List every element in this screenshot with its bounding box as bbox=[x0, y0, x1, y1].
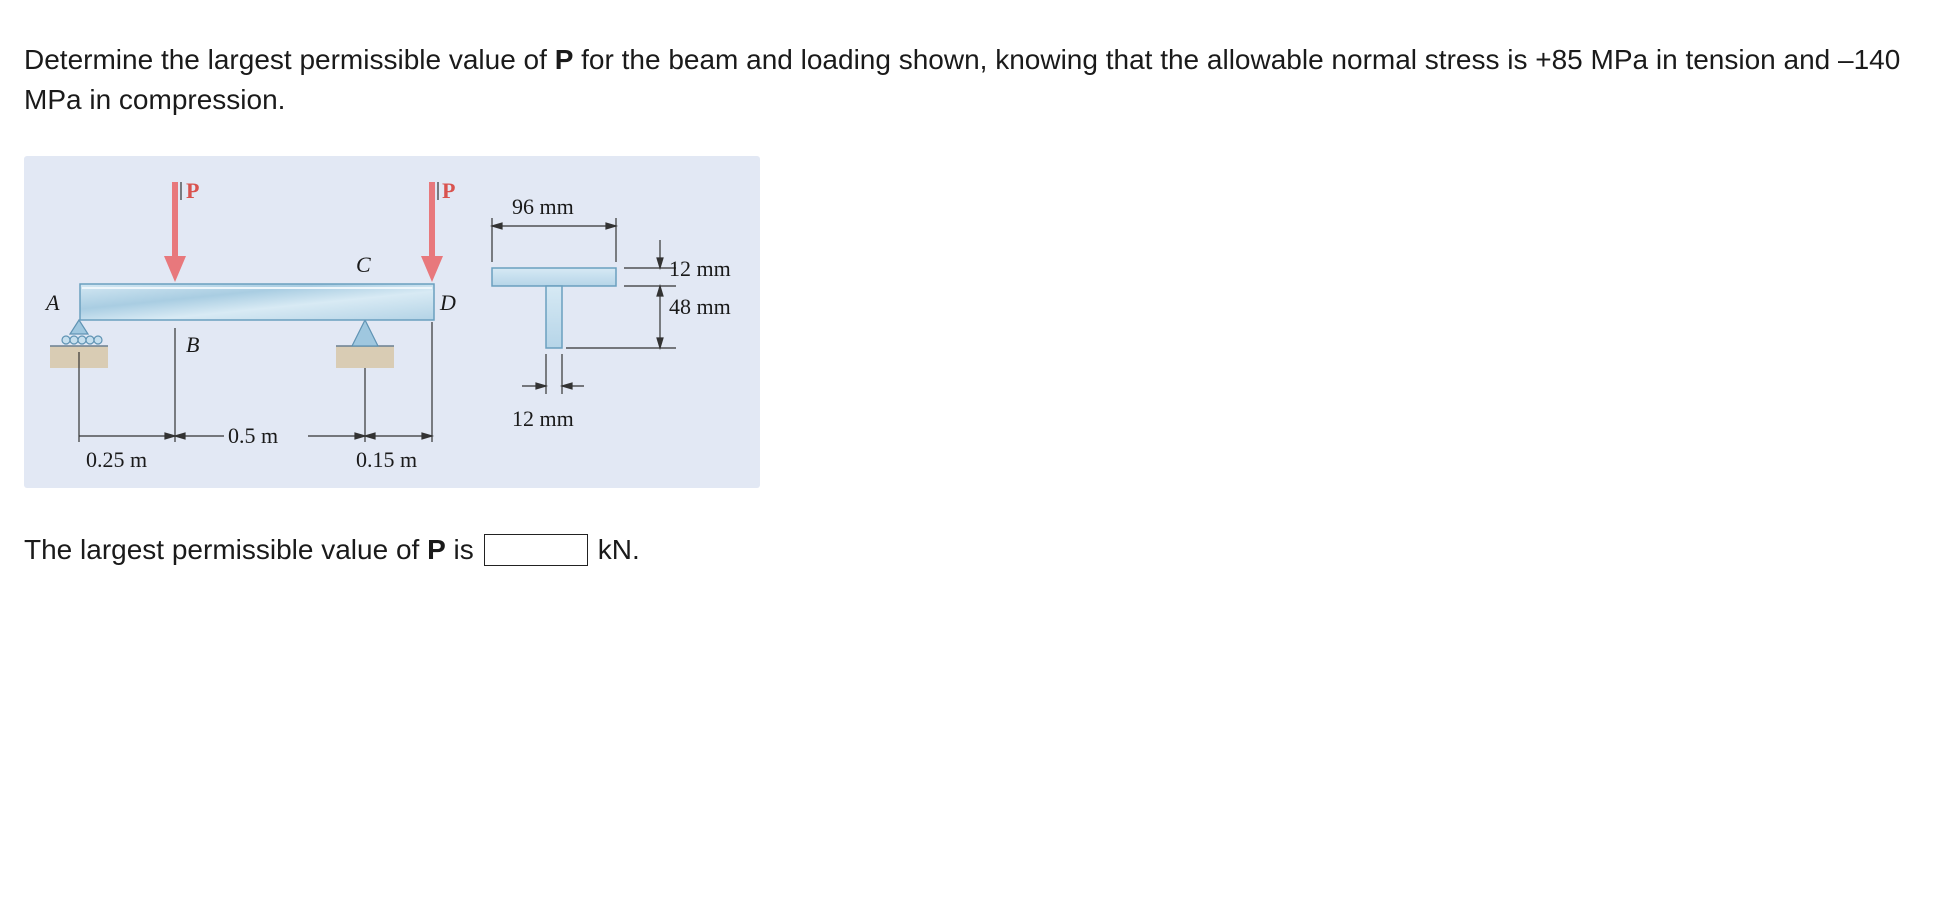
load-arrow-left bbox=[164, 182, 186, 282]
flange-width-dim bbox=[492, 218, 616, 262]
load-label-right: P bbox=[442, 178, 456, 203]
support-a-rollers bbox=[62, 336, 102, 344]
answer-input[interactable] bbox=[484, 534, 588, 566]
dim-flange-width-label: 96 mm bbox=[512, 194, 574, 219]
point-d-label: D bbox=[440, 290, 456, 315]
beam bbox=[80, 284, 434, 320]
question-part2: for the beam and loading shown, knowing that the allowable normal stress is +85 MPa in tension and –140 MPa in compression. bbox=[24, 44, 1901, 115]
support-c-triangle bbox=[352, 320, 378, 346]
answer-prefix: The largest permissible value of bbox=[24, 534, 428, 565]
load-arrow-right bbox=[421, 182, 443, 282]
flange-web-height-dims bbox=[566, 240, 676, 348]
point-c-label: C bbox=[356, 252, 371, 277]
dim-web-thickness-label: 12 mm bbox=[512, 406, 574, 431]
dim-bc-label: 0.5 m bbox=[228, 423, 279, 448]
support-a-triangle bbox=[70, 320, 88, 334]
dim-ab-label: 0.25 m bbox=[86, 447, 148, 472]
beam-diagram bbox=[24, 156, 760, 488]
point-a-label: A bbox=[46, 290, 60, 315]
point-b-label: B bbox=[186, 332, 200, 357]
question-text bbox=[24, 40, 1924, 120]
t-section-flange bbox=[492, 268, 616, 286]
web-thickness-dim bbox=[522, 354, 584, 394]
ground-c bbox=[336, 346, 394, 368]
answer-row bbox=[24, 530, 640, 570]
beam-figure bbox=[24, 156, 760, 488]
dim-cd-label: 0.15 m bbox=[356, 447, 418, 472]
t-section-web bbox=[546, 286, 562, 348]
load-label-left: P bbox=[186, 178, 200, 203]
answer-bold-p: P bbox=[427, 534, 446, 565]
dim-web-height-label: 48 mm bbox=[669, 294, 731, 319]
dim-flange-thickness-label: 12 mm bbox=[669, 256, 731, 281]
answer-unit: kN. bbox=[597, 534, 640, 565]
question-part1: Determine the largest permissible value of bbox=[24, 44, 555, 75]
answer-mid: is bbox=[445, 534, 474, 565]
question-bold-p: P bbox=[554, 44, 574, 75]
